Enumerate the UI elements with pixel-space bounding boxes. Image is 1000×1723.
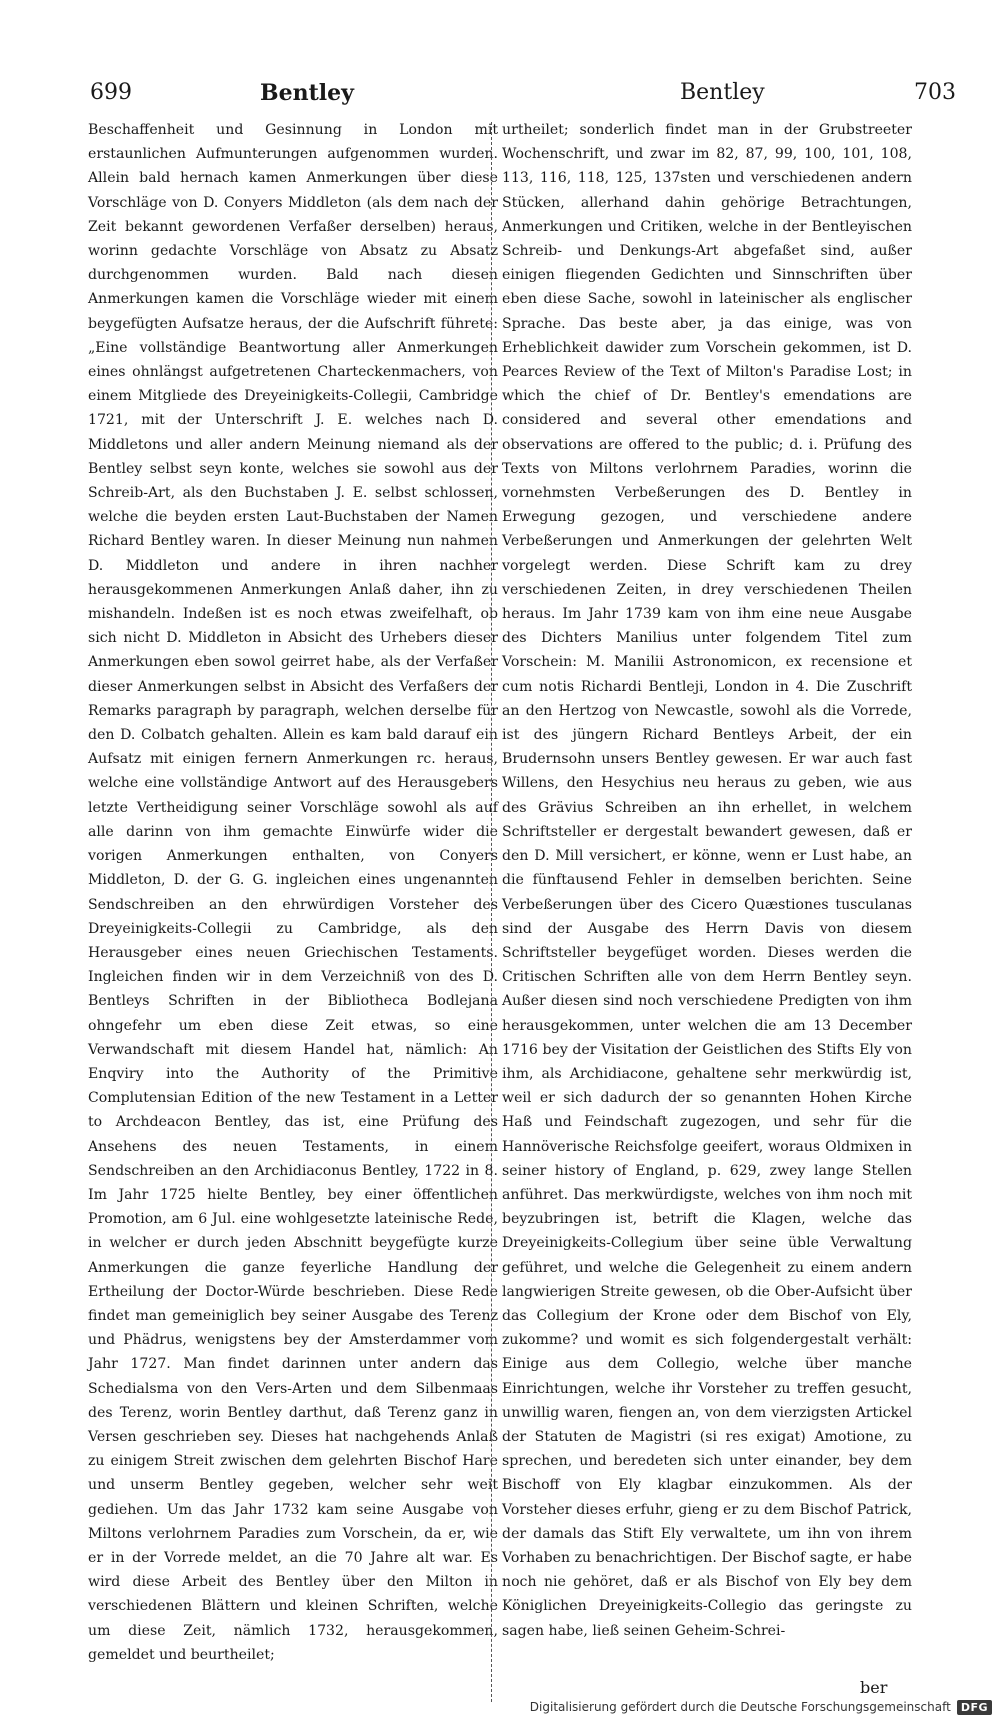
right-text-column: [502, 118, 912, 1643]
page-header: [90, 80, 956, 110]
column-divider: [491, 122, 492, 1702]
left-text-column: [88, 118, 498, 1667]
digitization-footer: [530, 1697, 992, 1717]
funding-credit: Digitalisierung gefördert durch die Deutsche Forschungsgemeinschaft: [529, 1700, 951, 1714]
right-column-text: urtheilet; sonderlich findet man in der Grubstreeter Wochenschrift, und zwar im 82, 87, 99, 100, 101, 108, 113, 116, 118, 125, 137sten und verschiedenen andern Stücken, allerhand dahin gehörige Betrachtungen, Anmerkungen und Critiken, welche in der Bentleyischen Schreib- und Denkungs-Art abgefaßet sind, außer einigen fliegenden Gedichten und Sinnschriften über eben diese Sache, sowohl in lateinischer als englischer Sprache. Das beste aber, ja das einige, was von Erheblichkeit dawider zum Vorschein gekommen, ist D. Pearces Review of the Text of Milton's Paradise Lost; in which the chief of Dr. Bentley's emendations are considered and several other emendations and observations are offered to the public; d. i. Prüfung des Texts von Miltons verlohrnem Paradies, worinn die vornehmsten Verbeßerungen des D. Bentley in Erwegung gezogen, und verschiedene andere Verbeßerungen und Anmerkungen der gelehrten Welt vorgelegt werden. Diese Schrift kam zu drey verschiedenen Zeiten, in drey verschiedenen Theilen heraus. Im Jahr 1739 kam von ihm eine neue Ausgabe des Dichters Manilius unter folgendem Titel zum Vorschein: M. Manilii Astronomicon, ex recensione et cum notis Richardi Bentleji, London in 4. Die Zuschrift an den Hertzog von Newcastle, sowohl als die Vorrede, ist des jüngern Richard Bentleys Arbeit, der ein Brudernsohn unsers Bentley gewesen. Er war auch fast Willens, den Hesychius neu heraus zu geben, wie aus des Grävius Schreiben an ihn erhellet, in welchem Schriftsteller er dergestalt bewandert gewesen, daß er den D. Mill versichert, er könne, wenn er Lust habe, an die fünftausend Fehler in demselben berichten. Seine Verbeßerungen über des Cicero Quæstiones tusculanas sind der Ausgabe des Herrn Davis von diesem Schriftsteller beygefüget worden. Dieses werden die Critischen Schriften alle von dem Herrn Bentley seyn. Außer diesen sind noch verschiedene Predigten von ihm herausgekommen, unter welchen die am 13 December 1716 bey der Visitation der Geistlichen des Stifts Ely von ihm, als Archidiacone, gehaltene sehr merkwürdig ist, weil er sich dadurch der so genannten Hohen Kirche Haß und Feindschaft zugezogen, und sehr für die Hannöverische Reichsfolge geeifert, woraus Oldmixen in seiner history of England, p. 629, zwey lange Stellen anführet. Das merkwürdigste, welches von ihm noch mit beyzubringen ist, betrift die Klagen, welche das Dreyeinigkeits-Collegium über seine üble Verwaltung geführet, und welche die Gelegenheit zu einem andern langwierigen Streite gewesen, ob die Ober-Aufsicht über das Collegium der Krone oder dem Bischof von Ely, zukomme? und womit es sich folgendergestalt verhält: Einige aus dem Collegio, welche über manche Einrichtungen, welche ihr Vorsteher zu treffen gesucht, unwillig waren, fiengen an, von dem vierzigsten Artickel der Statuten de Magistri (si res exigat) Amotione, zu sprechen, und beredeten sich unter einander, bey dem Bischoff von Ely klagbar einzukommen. Als der Vorsteher dieses erfuhr, gieng er zu dem Bischof Patrick, der damals das Stift Ely verwaltete, um ihn von ihrem Vorhaben zu benachrichtigen. Der Bischof sagte, er habe noch nie gehöret, daß er als Bischof von Ely bey dem Königlichen Dreyeinigkeits-Collegio das geringste zu sagen habe, ließ seinen Geheim-Schrei-: [502, 122, 912, 1639]
left-column-text: Beschaffenheit und Gesinnung in London mit erstaunlichen Aufmunterungen aufgenommen wurden. Allein bald hernach kamen Anmerkungen über diese Vorschläge von D. Conyers Middleton (als dem nach der Zeit bekannt gewordenen Verfaßer derselben) heraus, worinn gedachte Vorschläge von Absatz zu Absatz durchgenommen wurden. Bald nach diesen Anmerkungen kamen die Vorschläge wieder mit einem beygefügten Aufsatze heraus, der die Aufschrift führete: „Eine vollständige Beantwortung aller Anmerkungen eines ohnlängst aufgetretenen Charteckenmachers, von einem Mitgliede des Dreyeinigkeits-Collegii, Cambridge 1721, mit der Unterschrift J. E. welches nach D. Middletons und aller andern Meinung niemand als der Bentley selbst seyn konte, welches sie sowohl aus der Schreib-Art, als den Buchstaben J. E. selbst schlossen, welche die beyden ersten Laut-Buchstaben der Namen Richard Bentley waren. In dieser Meinung nun nahmen D. Middleton und andere in ihren nachher herausgekommenen Anmerkungen Anlaß daher, ihn zu mishandeln. Indeßen ist es noch etwas zweifelhaft, ob sich nicht D. Middleton in Absicht des Urhebers dieser Anmerkungen eben sowol geirret habe, als der Verfaßer dieser Anmerkungen selbst in Absicht des Verfaßers der Remarks paragraph by paragraph, welchen derselbe für den D. Colbatch gehalten. Allein es kam bald darauf ein Aufsatz mit einigen fernern Anmerkungen rc. heraus, welche eine vollständige Antwort auf des Herausgebers letzte Vertheidigung seiner Vorschläge sowohl als auf alle darinn von ihm gemachte Einwürfe wider die vorigen Anmerkungen enthalten, von Conyers Middleton, D. der G. G. ingleichen eines ungenannten Sendschreiben an den ehrwürdigen Vorsteher des Dreyeinigkeits-Collegii zu Cambridge, als den Herausgeber eines neuen Griechischen Testaments. Ingleichen finden wir in dem Verzeichniß von des D. Bentleys Schriften in der Bibliotheca Bodlejana ohngefehr um eben diese Zeit etwas, so eine Verwandschaft mit diesem Handel hat, nämlich: An Enqvіry into the Authority of the Primitive Complutensian Edition of the new Testament in a Letter to Archdeacon Bentley, das ist, eine Prüfung des Ansehens des neuen Testaments, in einem Sendschreiben an den Archidiaconus Bentley, 1722 in 8. Im Jahr 1725 hielte Bentley, bey einer öffentlichen Promotion, am 6 Jul. eine wohlgesetzte lateinische Rede, in welcher er durch jeden Abschnitt beygefügte kurze Anmerkungen die ganze feyerliche Handlung der Ertheilung der Doctor-Würde beschrieben. Diese Rede findet man gemeiniglich bey seiner Ausgabe des Terenz und Phädrus, wenigstens bey der Amsterdammer vom Jahr 1727. Man findet darinnen unter andern das Schedialsma von den Vers-Arten und dem Silbenmaas des Terenz, worin Bentley darthut, daß Terenz ganz in Versen geschrieben sey. Dieses hat nachgehends Anlaß zu einigem Streit zwischen dem gelehrten Bischof Hare und unserm Bentley gegeben, welcher sehr weit gediehen. Um das Jahr 1732 kam seine Ausgabe von Miltons verlohrnem Paradies zum Vorschein, da er, wie er in der Vorrede meldet, an die 70 Jahre alt war. Es wird diese Arbeit des Bentley über den Milton in verschiedenen Blättern und kleinen Schriften, welche um diese Zeit, nämlich 1732, herausgekommen, gemeldet und beurtheilet;: [88, 122, 498, 1663]
catchword: ber: [860, 1678, 888, 1697]
left-running-title: Bentley: [260, 80, 354, 106]
left-column-number: 699: [90, 80, 132, 105]
dfg-logo-icon: DFG: [957, 1700, 992, 1715]
right-running-title: Bentley: [680, 80, 765, 105]
right-column-number: 703: [914, 80, 956, 105]
